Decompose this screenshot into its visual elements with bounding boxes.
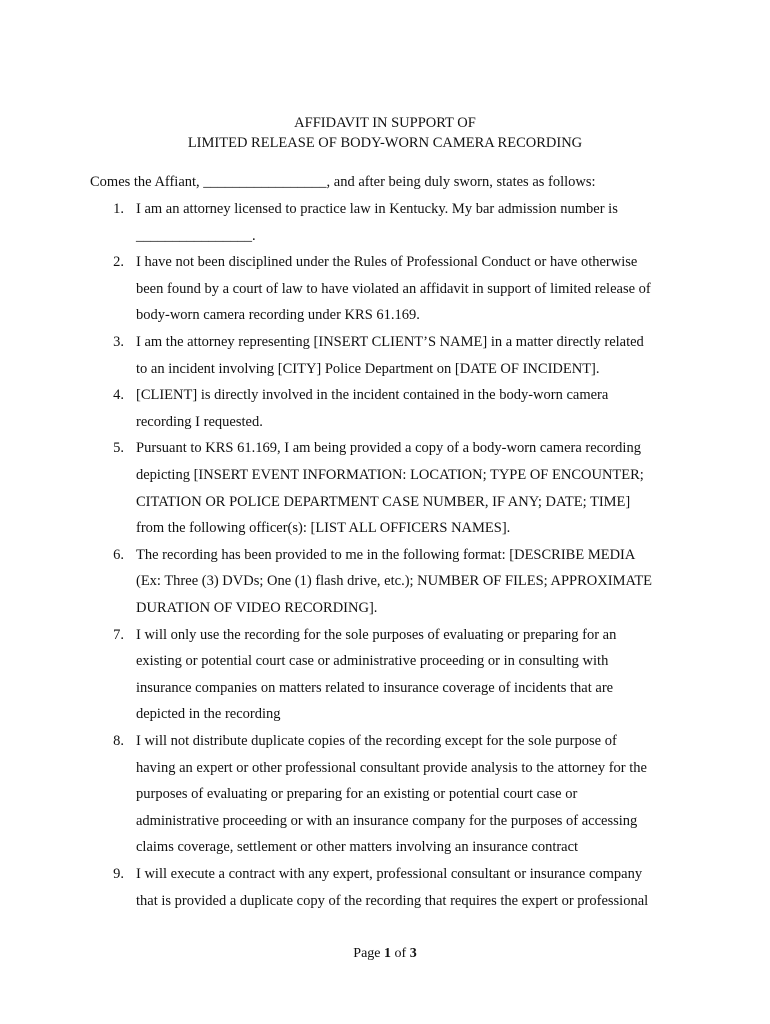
list-item-text-line: I will not distribute duplicate copies of the recording except for the sole purpose of [136,733,617,749]
list-item-text-line: claims coverage, settlement or other matters involving an insurance contract [136,839,579,856]
list-item-text-line: I will execute a contract with any expert, professional consultant or insurance company [136,866,643,882]
list-item-number: 6. [113,546,124,563]
list-item-number: 9. [113,866,124,882]
list-item-text-line: depicting [INSERT EVENT INFORMATION: LOCATION; TYPE OF ENCOUNTER; [136,467,644,483]
document-title-line-1: AFFIDAVIT IN SUPPORT OF [294,115,476,131]
list-item-text-line: insurance companies on matters related to insurance coverage of incidents that are [136,679,614,696]
list-item-text-line: I am the attorney representing [INSERT CLIENT’S NAME] in a matter directly related [136,334,644,350]
list-item-number: 8. [113,733,124,749]
list-item-text-line: Pursuant to KRS 61.169, I am being provided a copy of a body-worn camera recording [136,440,641,457]
page-of-label: of [391,946,410,961]
list-item-text-line: administrative proceeding or with an insurance company for the purposes of accessing [136,812,638,829]
page-footer [0,944,770,964]
list-item-text-line: CITATION OR POLICE DEPARTMENT CASE NUMBER, IF ANY; DATE; TIME] [136,493,631,510]
list-item-number: 7. [113,626,124,643]
list-item-text-line: (Ex: Three (3) DVDs; One (1) flash drive, etc.); NUMBER OF FILES; APPROXIMATE [136,573,653,590]
list-item-text-line: I am an attorney licensed to practice law in Kentucky. My bar admission number is [136,201,618,217]
list-item-number: 5. [113,440,124,457]
list-item-text-line: DURATION OF VIDEO RECORDING]. [136,600,378,616]
list-item-text-line: that is provided a duplicate copy of the recording that requires the expert or professional [136,892,649,909]
list-item-text-line: I have not been disciplined under the Rules of Professional Conduct or have otherwise [136,254,638,271]
list-item-text-line: I will only use the recording for the sole purposes of evaluating or preparing for an [136,626,617,643]
list-item-number: 1. [113,201,124,217]
document-title-line-2: LIMITED RELEASE OF BODY-WORN CAMERA RECORDING [187,135,583,151]
page-total-number: 3 [409,946,417,961]
page-label: Page [353,946,385,961]
list-item-text-line: purposes of evaluating or preparing for an existing or potential court case or [136,786,578,803]
list-item-text-line: to an incident involving [CITY] Police Department on [DATE OF INCIDENT]. [136,360,600,377]
intro-paragraph: Comes the Affiant, _________________, and after being duly sworn, states as follows: [90,174,596,190]
list-item-text-line: The recording has been provided to me in the following format: [DESCRIBE MEDIA [136,546,636,563]
list-item-text-line: having an expert or other professional consultant provide analysis to the attorney for the [136,759,647,776]
list-item-text-line: ________________. [136,227,256,244]
list-item-text-line: [CLIENT] is directly involved in the incident contained in the body-worn camera [136,387,609,404]
list-item-number: 4. [113,387,124,404]
list-item-text-line: depicted in the recording [136,706,281,723]
list-item-text-line: existing or potential court case or administrative proceeding or in consulting with [136,653,609,670]
list-item-number: 3. [113,334,124,350]
list-item-text-line: from the following officer(s): [LIST ALL OFFICERS NAMES]. [136,520,511,537]
page-current-number: 1 [384,946,392,961]
list-item-text-line: been found by a court of law to have violated an affidavit in support of limited release of [136,280,651,297]
list-item-text-line: body-worn camera recording under KRS 61.169. [136,307,420,324]
list-item-number: 2. [113,254,124,271]
list-item-text-line: recording I requested. [136,413,263,430]
